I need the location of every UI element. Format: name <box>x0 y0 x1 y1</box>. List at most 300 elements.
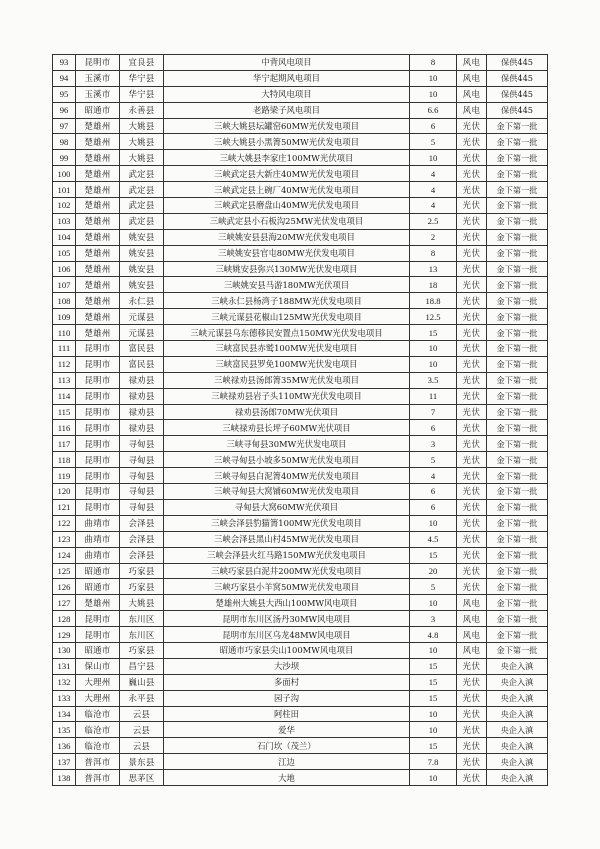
table-row <box>53 372 548 388</box>
row-number: 95 <box>53 86 76 102</box>
capacity-cell: 10 <box>410 722 457 738</box>
project-name-cell: 三峡元谋县花椒山125MW光伏发电项目 <box>164 309 410 325</box>
type-cell: 光伏 <box>457 674 487 690</box>
type-cell: 光伏 <box>457 372 487 388</box>
project-name-cell: 三峡巧家县小羊窝50MW光伏发电项目 <box>164 579 410 595</box>
project-name-cell: 三峡姚安县县海20MW光伏发电项目 <box>164 229 410 245</box>
row-number: 96 <box>53 102 76 118</box>
type-cell: 风电 <box>457 627 487 643</box>
county-cell: 禄劝县 <box>120 372 164 388</box>
row-number: 119 <box>53 468 76 484</box>
table-row <box>53 738 548 754</box>
project-name-cell: 三峡富民县赤鹫100MW光伏发电项目 <box>164 341 410 357</box>
type-cell: 光伏 <box>457 213 487 229</box>
row-number: 132 <box>53 674 76 690</box>
county-cell: 东川区 <box>120 611 164 627</box>
county-cell: 会泽县 <box>120 547 164 563</box>
type-cell: 光伏 <box>457 245 487 261</box>
city-cell: 昆明市 <box>76 341 120 357</box>
capacity-cell: 8 <box>410 55 457 71</box>
project-name-cell: 园子沟 <box>164 690 410 706</box>
city-cell: 曲靖市 <box>76 531 120 547</box>
project-name-cell: 三峡武定县小石板沟25MW光伏发电项目 <box>164 213 410 229</box>
city-cell: 楚雄州 <box>76 134 120 150</box>
type-cell: 光伏 <box>457 229 487 245</box>
city-cell: 昆明市 <box>76 404 120 420</box>
type-cell: 风电 <box>457 70 487 86</box>
city-cell: 昆明市 <box>76 452 120 468</box>
row-number: 120 <box>53 484 76 500</box>
type-cell: 风电 <box>457 595 487 611</box>
batch-cell: 金下第一批 <box>487 182 548 198</box>
capacity-cell: 5 <box>410 579 457 595</box>
table-row <box>53 499 548 515</box>
row-number: 116 <box>53 420 76 436</box>
county-cell: 富民县 <box>120 356 164 372</box>
capacity-cell: 10 <box>410 356 457 372</box>
row-number: 126 <box>53 579 76 595</box>
type-cell: 光伏 <box>457 499 487 515</box>
batch-cell: 金下第一批 <box>487 627 548 643</box>
capacity-cell: 10 <box>410 706 457 722</box>
city-cell: 昆明市 <box>76 499 120 515</box>
type-cell: 光伏 <box>457 770 487 786</box>
batch-cell: 金下第一批 <box>487 436 548 452</box>
batch-cell: 金下第一批 <box>487 420 548 436</box>
county-cell: 武定县 <box>120 213 164 229</box>
type-cell: 光伏 <box>457 404 487 420</box>
row-number: 128 <box>53 611 76 627</box>
batch-cell: 金下第一批 <box>487 245 548 261</box>
row-number: 94 <box>53 70 76 86</box>
batch-cell: 金下第一批 <box>487 325 548 341</box>
table-row <box>53 595 548 611</box>
project-name-cell: 大沙坝 <box>164 658 410 674</box>
city-cell: 昆明市 <box>76 436 120 452</box>
project-name-cell: 三峡永仁县杨湾子188MW光伏发电项目 <box>164 293 410 309</box>
county-cell: 永仁县 <box>120 293 164 309</box>
type-cell: 光伏 <box>457 515 487 531</box>
capacity-cell: 10 <box>410 595 457 611</box>
type-cell: 光伏 <box>457 198 487 214</box>
table-row <box>53 515 548 531</box>
batch-cell: 金下第一批 <box>487 198 548 214</box>
type-cell: 光伏 <box>457 452 487 468</box>
county-cell: 思茅区 <box>120 770 164 786</box>
county-cell: 巧家县 <box>120 563 164 579</box>
county-cell: 禄劝县 <box>120 420 164 436</box>
batch-cell: 央企入滇 <box>487 722 548 738</box>
city-cell: 曲靖市 <box>76 515 120 531</box>
city-cell: 昭通市 <box>76 579 120 595</box>
batch-cell: 金下第一批 <box>487 277 548 293</box>
batch-cell: 金下第一批 <box>487 118 548 134</box>
table-row <box>53 674 548 690</box>
city-cell: 昆明市 <box>76 627 120 643</box>
city-cell: 临沧市 <box>76 738 120 754</box>
county-cell: 姚安县 <box>120 229 164 245</box>
county-cell: 东川区 <box>120 627 164 643</box>
type-cell: 光伏 <box>457 261 487 277</box>
capacity-cell: 15 <box>410 690 457 706</box>
city-cell: 楚雄州 <box>76 309 120 325</box>
project-name-cell: 昆明市东川区汤丹30MW风电项目 <box>164 611 410 627</box>
table-row <box>53 611 548 627</box>
county-cell: 云县 <box>120 738 164 754</box>
city-cell: 曲靖市 <box>76 547 120 563</box>
city-cell: 楚雄州 <box>76 277 120 293</box>
project-name-cell: 三峡会泽县黑山村45MW光伏发电项目 <box>164 531 410 547</box>
table-row <box>53 229 548 245</box>
type-cell: 光伏 <box>457 706 487 722</box>
type-cell: 光伏 <box>457 738 487 754</box>
county-cell: 大姚县 <box>120 118 164 134</box>
row-number: 118 <box>53 452 76 468</box>
batch-cell: 金下第一批 <box>487 293 548 309</box>
table-row <box>53 452 548 468</box>
table-row <box>53 166 548 182</box>
county-cell: 华宁县 <box>120 70 164 86</box>
capacity-cell: 4 <box>410 166 457 182</box>
capacity-cell: 20 <box>410 563 457 579</box>
project-name-cell: 大特风电项目 <box>164 86 410 102</box>
batch-cell: 金下第一批 <box>487 261 548 277</box>
type-cell: 光伏 <box>457 356 487 372</box>
city-cell: 楚雄州 <box>76 166 120 182</box>
capacity-cell: 15 <box>410 674 457 690</box>
table-row <box>53 198 548 214</box>
project-name-cell: 大地 <box>164 770 410 786</box>
county-cell: 禄劝县 <box>120 388 164 404</box>
table-row <box>53 627 548 643</box>
capacity-cell: 4 <box>410 468 457 484</box>
type-cell: 风电 <box>457 55 487 71</box>
table-row <box>53 55 548 71</box>
county-cell: 大姚县 <box>120 134 164 150</box>
row-number: 113 <box>53 372 76 388</box>
county-cell: 武定县 <box>120 198 164 214</box>
city-cell: 昆明市 <box>76 55 120 71</box>
city-cell: 楚雄州 <box>76 229 120 245</box>
batch-cell: 金下第一批 <box>487 404 548 420</box>
capacity-cell: 10 <box>410 150 457 166</box>
row-number: 136 <box>53 738 76 754</box>
row-number: 101 <box>53 182 76 198</box>
project-name-cell: 老路梁子风电项目 <box>164 102 410 118</box>
batch-cell: 金下第一批 <box>487 468 548 484</box>
project-name-cell: 三峡姚安县弥兴130MW光伏发电项目 <box>164 261 410 277</box>
row-number: 110 <box>53 325 76 341</box>
table-row <box>53 261 548 277</box>
row-number: 114 <box>53 388 76 404</box>
table-row <box>53 293 548 309</box>
county-cell: 武定县 <box>120 166 164 182</box>
table-row <box>53 404 548 420</box>
project-name-cell: 阿柱田 <box>164 706 410 722</box>
table-row <box>53 118 548 134</box>
city-cell: 临沧市 <box>76 706 120 722</box>
city-cell: 昆明市 <box>76 484 120 500</box>
project-name-cell: 三峡寻甸县小坡多50MW光伏发电项目 <box>164 452 410 468</box>
capacity-cell: 10 <box>410 515 457 531</box>
type-cell: 风电 <box>457 102 487 118</box>
city-cell: 昆明市 <box>76 388 120 404</box>
city-cell: 楚雄州 <box>76 118 120 134</box>
table-row <box>53 86 548 102</box>
county-cell: 巍山县 <box>120 674 164 690</box>
project-name-cell: 三峡寻甸县30MW光伏发电项目 <box>164 436 410 452</box>
county-cell: 富民县 <box>120 341 164 357</box>
project-name-cell: 三峡大姚县坛罐窑60MW光伏发电项目 <box>164 118 410 134</box>
project-name-cell: 江边 <box>164 754 410 770</box>
project-name-cell: 三峡元谋县乌东德移民安置点150MW光伏发电项目 <box>164 325 410 341</box>
capacity-cell: 5 <box>410 452 457 468</box>
county-cell: 元谋县 <box>120 309 164 325</box>
county-cell: 云县 <box>120 722 164 738</box>
type-cell: 风电 <box>457 611 487 627</box>
batch-cell: 央企入滇 <box>487 770 548 786</box>
type-cell: 光伏 <box>457 579 487 595</box>
type-cell: 光伏 <box>457 166 487 182</box>
batch-cell: 央企入滇 <box>487 690 548 706</box>
project-name-cell: 昆明市东川区乌龙48MW风电项目 <box>164 627 410 643</box>
table-row <box>53 420 548 436</box>
type-cell: 光伏 <box>457 690 487 706</box>
capacity-cell: 15 <box>410 738 457 754</box>
capacity-cell: 18.8 <box>410 293 457 309</box>
type-cell: 光伏 <box>457 436 487 452</box>
row-number: 138 <box>53 770 76 786</box>
row-number: 117 <box>53 436 76 452</box>
table-row <box>53 388 548 404</box>
table-row <box>53 531 548 547</box>
table-row <box>53 436 548 452</box>
project-name-cell: 三峡武定县大新庄40MW光伏发电项目 <box>164 166 410 182</box>
type-cell: 光伏 <box>457 118 487 134</box>
project-name-cell: 多面村 <box>164 674 410 690</box>
type-cell: 光伏 <box>457 182 487 198</box>
project-name-cell: 华宁起期风电项目 <box>164 70 410 86</box>
capacity-cell: 11 <box>410 388 457 404</box>
project-name-cell: 三峡寻甸县大窝铺60MW光伏发电项目 <box>164 484 410 500</box>
county-cell: 寻甸县 <box>120 484 164 500</box>
table-row <box>53 722 548 738</box>
project-name-cell: 三峡大姚县小黑箐50MW光伏发电项目 <box>164 134 410 150</box>
capacity-cell: 12.5 <box>410 309 457 325</box>
batch-cell: 金下第一批 <box>487 229 548 245</box>
type-cell: 光伏 <box>457 341 487 357</box>
project-table <box>52 54 548 786</box>
batch-cell: 金下第一批 <box>487 642 548 658</box>
batch-cell: 金下第一批 <box>487 611 548 627</box>
city-cell: 楚雄州 <box>76 293 120 309</box>
county-cell: 禄劝县 <box>120 404 164 420</box>
county-cell: 寻甸县 <box>120 436 164 452</box>
row-number: 124 <box>53 547 76 563</box>
project-name-cell: 三峡大姚县李家庄100MW光伏项目 <box>164 150 410 166</box>
project-name-cell: 三峡会泽县火红马路150MW光伏发电项目 <box>164 547 410 563</box>
table-row <box>53 70 548 86</box>
city-cell: 普洱市 <box>76 754 120 770</box>
city-cell: 昭通市 <box>76 563 120 579</box>
project-name-cell: 爱华 <box>164 722 410 738</box>
city-cell: 昆明市 <box>76 611 120 627</box>
row-number: 109 <box>53 309 76 325</box>
project-name-cell: 三峡姚安县官屯80MW光伏发电项目 <box>164 245 410 261</box>
capacity-cell: 4.5 <box>410 531 457 547</box>
project-name-cell: 昭通市巧家县尖山100MW风电项目 <box>164 642 410 658</box>
type-cell: 光伏 <box>457 547 487 563</box>
row-number: 112 <box>53 356 76 372</box>
capacity-cell: 4 <box>410 198 457 214</box>
project-name-cell: 寻甸县大窝60MW光伏项目 <box>164 499 410 515</box>
project-name-cell: 三峡禄劝县汤郎箐35MW光伏发电项目 <box>164 372 410 388</box>
table-row <box>53 277 548 293</box>
batch-cell: 央企入滇 <box>487 674 548 690</box>
county-cell: 姚安县 <box>120 245 164 261</box>
batch-cell: 金下第一批 <box>487 134 548 150</box>
table-row <box>53 245 548 261</box>
row-number: 108 <box>53 293 76 309</box>
project-name-cell: 禄劝县汤郎70MW光伏项目 <box>164 404 410 420</box>
table-row <box>53 547 548 563</box>
capacity-cell: 15 <box>410 658 457 674</box>
row-number: 135 <box>53 722 76 738</box>
table-row <box>53 356 548 372</box>
table-row <box>53 484 548 500</box>
row-number: 121 <box>53 499 76 515</box>
batch-cell: 金下第一批 <box>487 388 548 404</box>
table-row <box>53 706 548 722</box>
county-cell: 景东县 <box>120 754 164 770</box>
capacity-cell: 15 <box>410 547 457 563</box>
capacity-cell: 15 <box>410 325 457 341</box>
county-cell: 武定县 <box>120 182 164 198</box>
batch-cell: 金下第一批 <box>487 309 548 325</box>
city-cell: 昭通市 <box>76 102 120 118</box>
table-row <box>53 182 548 198</box>
city-cell: 大理州 <box>76 674 120 690</box>
row-number: 93 <box>53 55 76 71</box>
table-row <box>53 341 548 357</box>
capacity-cell: 2.5 <box>410 213 457 229</box>
capacity-cell: 3 <box>410 611 457 627</box>
capacity-cell: 10 <box>410 70 457 86</box>
table-row <box>53 468 548 484</box>
row-number: 97 <box>53 118 76 134</box>
capacity-cell: 6 <box>410 499 457 515</box>
county-cell: 姚安县 <box>120 261 164 277</box>
batch-cell: 金下第一批 <box>487 150 548 166</box>
project-name-cell: 三峡武定县磨盘山40MW光伏发电项目 <box>164 198 410 214</box>
type-cell: 风电 <box>457 642 487 658</box>
city-cell: 玉溪市 <box>76 86 120 102</box>
project-name-cell: 三峡禄劝县岩子头110MW光伏发电项目 <box>164 388 410 404</box>
city-cell: 楚雄州 <box>76 595 120 611</box>
city-cell: 楚雄州 <box>76 150 120 166</box>
batch-cell: 金下第一批 <box>487 341 548 357</box>
table-row <box>53 642 548 658</box>
capacity-cell: 6 <box>410 420 457 436</box>
city-cell: 楚雄州 <box>76 261 120 277</box>
type-cell: 光伏 <box>457 309 487 325</box>
table-row <box>53 325 548 341</box>
county-cell: 巧家县 <box>120 579 164 595</box>
city-cell: 玉溪市 <box>76 70 120 86</box>
city-cell: 昭通市 <box>76 642 120 658</box>
capacity-cell: 4 <box>410 182 457 198</box>
project-name-cell: 楚雄州大姚县大西山100MW风电项目 <box>164 595 410 611</box>
row-number: 100 <box>53 166 76 182</box>
batch-cell: 保供445 <box>487 102 548 118</box>
county-cell: 大姚县 <box>120 595 164 611</box>
batch-cell: 保供445 <box>487 70 548 86</box>
row-number: 105 <box>53 245 76 261</box>
project-name-cell: 三峡巧家县白泥井200MW光伏发电项目 <box>164 563 410 579</box>
capacity-cell: 3 <box>410 436 457 452</box>
project-name-cell: 三峡武定县上碗厂40MW光伏发电项目 <box>164 182 410 198</box>
type-cell: 光伏 <box>457 293 487 309</box>
capacity-cell: 6.6 <box>410 102 457 118</box>
project-name-cell: 三峡寻甸县白泥箐40MW光伏发电项目 <box>164 468 410 484</box>
batch-cell: 央企入滇 <box>487 738 548 754</box>
county-cell: 宜良县 <box>120 55 164 71</box>
batch-cell: 央企入滇 <box>487 706 548 722</box>
capacity-cell: 10 <box>410 341 457 357</box>
type-cell: 光伏 <box>457 658 487 674</box>
county-cell: 元谋县 <box>120 325 164 341</box>
county-cell: 会泽县 <box>120 531 164 547</box>
type-cell: 风电 <box>457 86 487 102</box>
project-name-cell: 三峡姚安县马游180MW光伏项目 <box>164 277 410 293</box>
type-cell: 光伏 <box>457 420 487 436</box>
row-number: 99 <box>53 150 76 166</box>
table-row <box>53 754 548 770</box>
city-cell: 昆明市 <box>76 356 120 372</box>
batch-cell: 金下第一批 <box>487 452 548 468</box>
county-cell: 云县 <box>120 706 164 722</box>
county-cell: 寻甸县 <box>120 452 164 468</box>
type-cell: 光伏 <box>457 754 487 770</box>
batch-cell: 金下第一批 <box>487 547 548 563</box>
type-cell: 光伏 <box>457 563 487 579</box>
project-name-cell: 三峡会泽县豹猫箐100MW光伏发电项目 <box>164 515 410 531</box>
city-cell: 昆明市 <box>76 420 120 436</box>
city-cell: 楚雄州 <box>76 325 120 341</box>
batch-cell: 金下第一批 <box>487 595 548 611</box>
city-cell: 楚雄州 <box>76 245 120 261</box>
county-cell: 华宁县 <box>120 86 164 102</box>
row-number: 104 <box>53 229 76 245</box>
batch-cell: 金下第一批 <box>487 515 548 531</box>
capacity-cell: 7 <box>410 404 457 420</box>
row-number: 137 <box>53 754 76 770</box>
city-cell: 楚雄州 <box>76 213 120 229</box>
batch-cell: 金下第一批 <box>487 166 548 182</box>
table-row <box>53 658 548 674</box>
city-cell: 临沧市 <box>76 722 120 738</box>
table-row <box>53 134 548 150</box>
row-number: 131 <box>53 658 76 674</box>
capacity-cell: 2 <box>410 229 457 245</box>
city-cell: 昆明市 <box>76 372 120 388</box>
county-cell: 永平县 <box>120 690 164 706</box>
capacity-cell: 13 <box>410 261 457 277</box>
city-cell: 楚雄州 <box>76 198 120 214</box>
county-cell: 寻甸县 <box>120 468 164 484</box>
type-cell: 光伏 <box>457 722 487 738</box>
batch-cell: 金下第一批 <box>487 372 548 388</box>
